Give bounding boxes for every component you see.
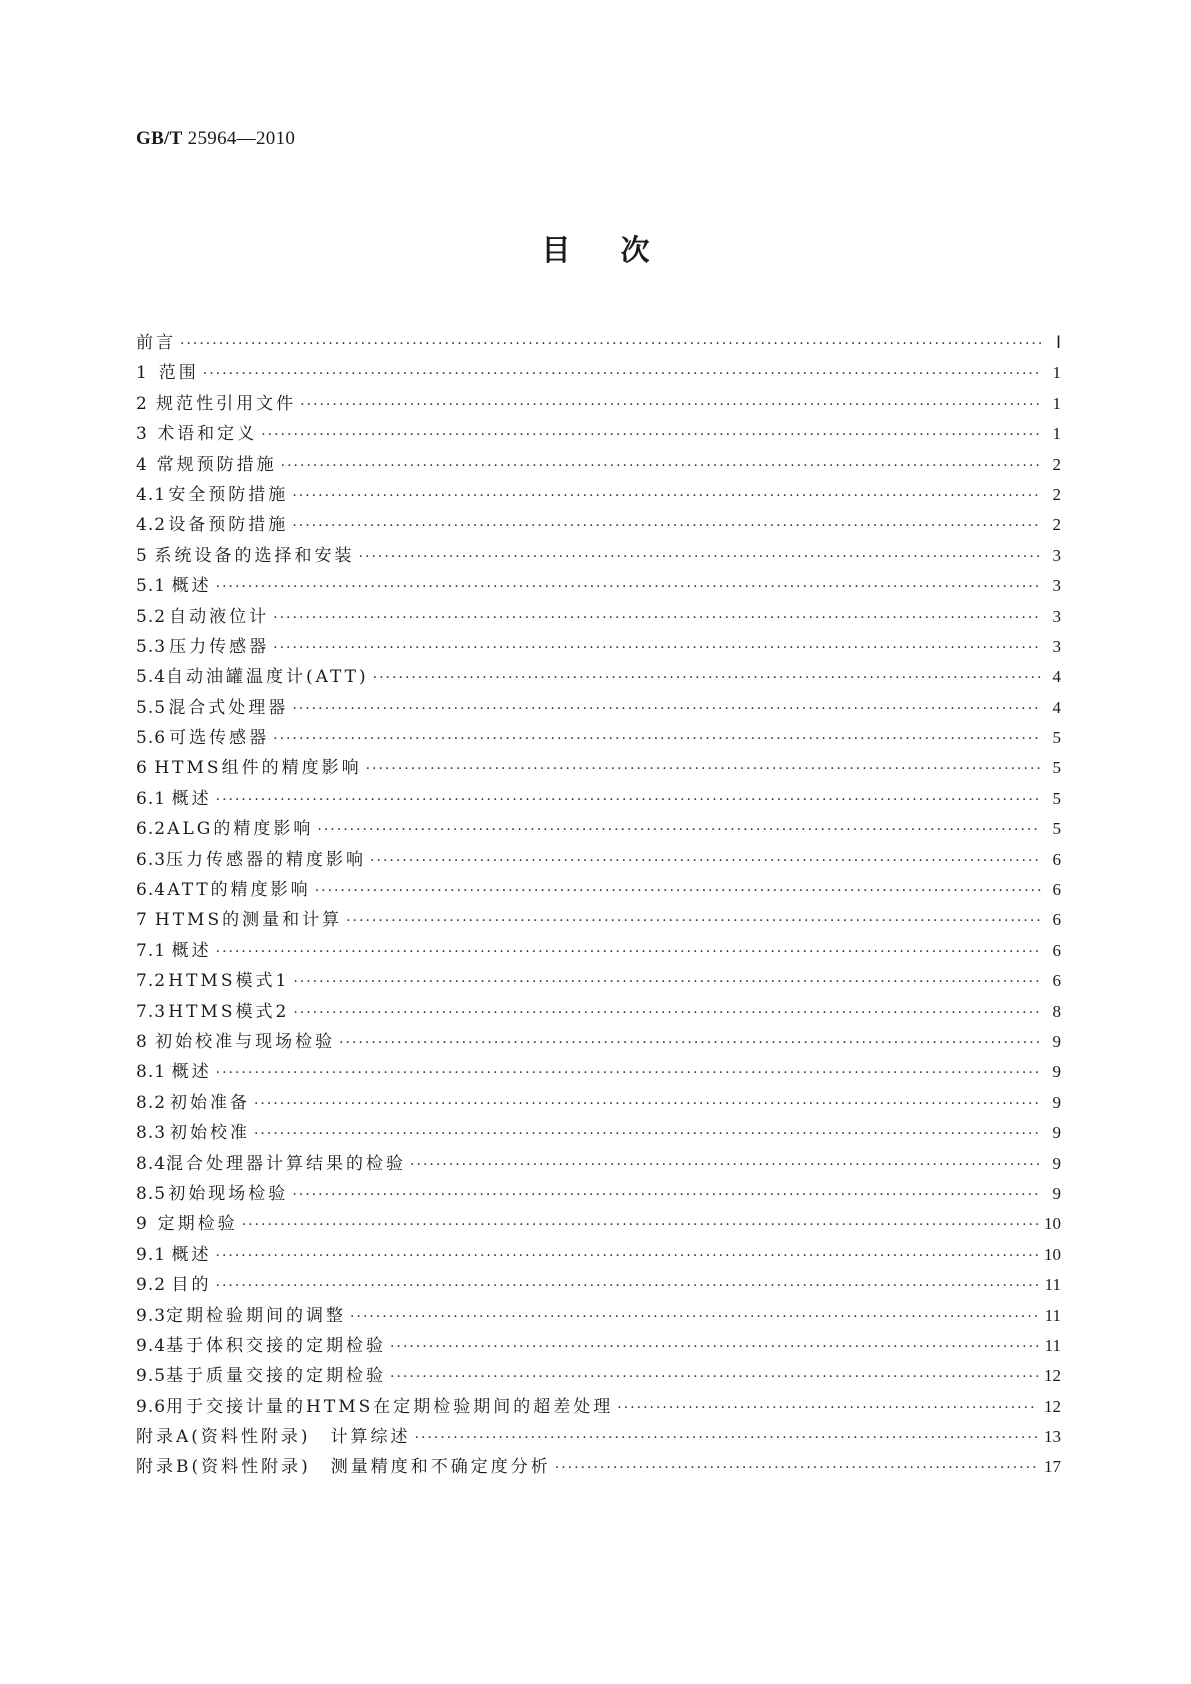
toc-entry-page: 10 [1044, 1244, 1061, 1264]
toc-entry[interactable] [136, 845, 1061, 875]
toc-entry-page: 4 [1052, 667, 1061, 687]
toc-entry-title: 安全预防措施 [168, 484, 289, 505]
toc-entry[interactable] [136, 1240, 1061, 1270]
toc-dot-leader [315, 876, 1041, 906]
toc-dot-leader [292, 1180, 1041, 1210]
toc-entry-number: 7.3 [136, 1001, 167, 1022]
toc-entry-page: 9 [1052, 1123, 1061, 1143]
toc-dot-leader [273, 633, 1041, 663]
toc-entry-page: 6 [1052, 971, 1061, 991]
toc-dot-leader [292, 511, 1041, 541]
toc-entry-title: 附录B(资料性附录) 测量精度和不确定度分析 [136, 1457, 551, 1478]
toc-dot-leader [281, 451, 1041, 481]
toc-entry[interactable] [136, 1452, 1061, 1482]
toc-dot-leader [390, 1332, 1039, 1362]
toc-entry-page: 2 [1052, 515, 1061, 535]
toc-entry-page: 5 [1052, 758, 1061, 778]
toc-entry-number: 9.5 [136, 1366, 167, 1387]
toc-entry[interactable] [136, 450, 1061, 480]
toc-entry-page: 11 [1044, 1275, 1061, 1295]
toc-entry-title: 概述 [171, 576, 212, 597]
toc-dot-leader [555, 1453, 1038, 1483]
toc-entry-number: 5.5 [136, 697, 167, 718]
toc-dot-leader [216, 1241, 1039, 1271]
toc-entry[interactable] [136, 814, 1061, 844]
toc-entry-number: 9 [136, 1214, 148, 1235]
toc-entry[interactable] [136, 1027, 1061, 1057]
toc-entry[interactable] [136, 693, 1061, 723]
toc-entry-title: 压力传感器的精度影响 [166, 849, 367, 870]
toc-entry-title: 常规预防措施 [156, 454, 277, 475]
toc-entry-number: 9.1 [136, 1244, 167, 1265]
toc-dot-leader [254, 1089, 1041, 1119]
toc-entry-number: 8.1 [136, 1062, 167, 1083]
toc-entry-page: 5 [1052, 728, 1061, 748]
toc-entry-number: 6 [136, 758, 148, 779]
toc-entry[interactable] [136, 966, 1061, 996]
toc-entry-number: 5.4 [136, 667, 167, 688]
toc-entry[interactable] [136, 571, 1061, 601]
toc-entry-number: 5 [136, 545, 148, 566]
toc-entry-page: 9 [1052, 1153, 1061, 1173]
toc-dot-leader [273, 603, 1041, 633]
toc-entry-number: 4 [136, 454, 148, 475]
toc-entry-number: 6.1 [136, 788, 167, 809]
toc-entry-number: 6.4 [136, 880, 167, 901]
toc-entry-number: 9.2 [136, 1275, 167, 1296]
toc-entry-number: 8.3 [136, 1123, 167, 1144]
toc-entry-title: HTMS的测量和计算 [154, 910, 343, 931]
toc-dot-leader [254, 1119, 1041, 1149]
toc-dot-leader [617, 1393, 1038, 1423]
toc-dot-leader [203, 359, 1041, 389]
toc-entry-number: 6.3 [136, 849, 167, 870]
toc-entry-page: 8 [1052, 1001, 1061, 1021]
toc-entry[interactable] [136, 723, 1061, 753]
toc-dot-leader [216, 937, 1041, 967]
toc-entry[interactable] [136, 1361, 1061, 1391]
toc-entry-page: 6 [1052, 880, 1061, 900]
toc-dot-leader [346, 906, 1041, 936]
toc-entry[interactable] [136, 1118, 1061, 1148]
toc-entry-title: 初始准备 [169, 1092, 250, 1113]
toc-entry-page: 3 [1052, 545, 1061, 565]
toc-entry[interactable] [136, 328, 1061, 358]
toc-entry-number: 7.2 [136, 971, 167, 992]
toc-entry[interactable] [136, 1179, 1061, 1209]
toc-entry-title: 用于交接计量的HTMS在定期检验期间的超差处理 [166, 1396, 614, 1417]
toc-dot-leader [292, 694, 1041, 724]
toc-entry-page: 2 [1052, 484, 1061, 504]
toc-entry[interactable] [136, 905, 1061, 935]
toc-entry[interactable] [136, 541, 1061, 571]
toc-entry[interactable] [136, 419, 1061, 449]
toc-entry-title: 初始现场检验 [168, 1183, 289, 1204]
toc-entry-title: 可选传感器 [169, 728, 270, 749]
table-of-contents [136, 328, 1061, 1483]
toc-entry[interactable] [136, 1301, 1061, 1331]
toc-entry-title: 混合式处理器 [168, 697, 289, 718]
toc-dot-leader [180, 329, 1041, 359]
standard-code [136, 128, 295, 150]
toc-entry-title: 定期检验期间的调整 [166, 1305, 347, 1326]
toc-entry-title: 定期检验 [157, 1214, 238, 1235]
toc-entry-title: 系统设备的选择和安装 [154, 545, 355, 566]
toc-entry[interactable] [136, 1422, 1061, 1452]
toc-entry[interactable] [136, 1331, 1061, 1361]
toc-entry[interactable] [136, 875, 1061, 905]
toc-entry-number: 7.1 [136, 940, 167, 961]
toc-entry-number: 1 [136, 363, 148, 384]
toc-entry-page: 3 [1052, 606, 1061, 626]
standard-prefix: GB/T [136, 128, 183, 149]
toc-entry-page: 10 [1044, 1214, 1061, 1234]
toc-entry-title: 混合处理器计算结果的检验 [166, 1153, 407, 1174]
toc-entry-title: 概述 [171, 940, 212, 961]
toc-dot-leader [273, 724, 1041, 754]
toc-entry-title: HTMS模式1 [168, 971, 290, 992]
toc-entry-page: 9 [1052, 1183, 1061, 1203]
toc-entry[interactable] [136, 1392, 1061, 1422]
toc-dot-leader [300, 390, 1041, 420]
toc-entry-title: HTMS模式2 [168, 1001, 290, 1022]
toc-entry-title: 自动液位计 [169, 606, 270, 627]
toc-entry-page: 3 [1052, 636, 1061, 656]
toc-entry[interactable] [136, 1149, 1061, 1179]
toc-entry-page: 3 [1052, 576, 1061, 596]
toc-entry-page: 6 [1052, 849, 1061, 869]
toc-entry-page: 12 [1044, 1366, 1061, 1386]
toc-entry[interactable] [136, 632, 1061, 662]
toc-entry-page: 5 [1052, 819, 1061, 839]
toc-entry[interactable] [136, 997, 1061, 1027]
page-title: 目次 [541, 233, 700, 267]
toc-entry-title: 前言 [136, 333, 176, 353]
toc-entry-title: 目的 [171, 1275, 212, 1296]
toc-entry[interactable] [136, 753, 1061, 783]
toc-entry-page: 6 [1052, 910, 1061, 930]
toc-entry[interactable] [136, 510, 1061, 540]
toc-entry-title: 概述 [171, 1244, 212, 1265]
toc-dot-leader [415, 1423, 1038, 1453]
toc-entry[interactable] [136, 480, 1061, 510]
toc-entry-number: 4.2 [136, 515, 167, 536]
toc-dot-leader [261, 420, 1041, 450]
toc-entry-number: 9.3 [136, 1305, 167, 1326]
toc-entry-page: 9 [1052, 1092, 1061, 1112]
toc-dot-leader [359, 542, 1041, 572]
toc-entry-page: 2 [1052, 454, 1061, 474]
toc-entry-title: ALG的精度影响 [167, 819, 314, 840]
toc-entry-title: ATT的精度影响 [167, 880, 311, 901]
toc-entry-number: 9.4 [136, 1335, 167, 1356]
toc-entry-number: 5.1 [136, 576, 167, 597]
toc-entry-page: 11 [1044, 1305, 1061, 1325]
toc-entry-page: Ⅰ [1055, 333, 1061, 352]
toc-dot-leader [373, 663, 1041, 693]
toc-entry-page: 5 [1052, 788, 1061, 808]
toc-entry[interactable] [136, 1057, 1061, 1087]
toc-entry-title: 基于质量交接的定期检验 [166, 1366, 387, 1387]
toc-dot-leader [216, 785, 1041, 815]
toc-dot-leader [350, 1302, 1039, 1332]
toc-dot-leader [339, 1028, 1041, 1058]
toc-entry-title: 附录A(资料性附录) 计算综述 [136, 1427, 411, 1448]
toc-entry[interactable] [136, 1270, 1061, 1300]
toc-entry-page: 6 [1052, 940, 1061, 960]
toc-dot-leader [216, 572, 1041, 602]
toc-entry-number: 5.2 [136, 606, 167, 627]
toc-entry-number: 8.4 [136, 1153, 167, 1174]
toc-entry-number: 8.2 [136, 1092, 167, 1113]
toc-entry-title: 范围 [158, 363, 199, 384]
toc-entry-number: 6.2 [136, 819, 167, 840]
toc-dot-leader [370, 846, 1041, 876]
toc-entry-page: 4 [1052, 697, 1061, 717]
toc-entry-page: 13 [1044, 1427, 1061, 1447]
toc-dot-leader [390, 1362, 1038, 1392]
toc-entry-title: 基于体积交接的定期检验 [166, 1335, 387, 1356]
toc-entry[interactable] [136, 936, 1061, 966]
toc-dot-leader [292, 481, 1041, 511]
toc-entry-page: 1 [1052, 363, 1061, 383]
toc-dot-leader [216, 1271, 1039, 1301]
toc-entry-title: HTMS组件的精度影响 [154, 758, 362, 779]
toc-entry[interactable] [136, 662, 1061, 692]
toc-entry-title: 初始校准 [169, 1123, 250, 1144]
toc-entry-title: 规范性引用文件 [156, 393, 297, 414]
toc-entry-number: 9.6 [136, 1396, 167, 1417]
toc-entry-number: 8 [136, 1031, 148, 1052]
toc-entry-number: 7 [136, 910, 148, 931]
toc-entry-number: 8.5 [136, 1183, 167, 1204]
toc-entry-number: 4.1 [136, 484, 167, 505]
toc-entry[interactable] [136, 1088, 1061, 1118]
toc-entry[interactable] [136, 1209, 1061, 1239]
toc-entry[interactable] [136, 358, 1061, 388]
toc-entry-page: 9 [1052, 1062, 1061, 1082]
toc-entry-title: 概述 [171, 788, 212, 809]
toc-entry-number: 3 [136, 424, 148, 445]
toc-entry-number: 5.6 [136, 728, 167, 749]
toc-entry-page: 11 [1044, 1335, 1061, 1355]
toc-dot-leader [293, 967, 1041, 997]
toc-entry-page: 9 [1052, 1031, 1061, 1051]
toc-entry-title: 压力传感器 [169, 636, 270, 657]
standard-number: 25964—2010 [187, 128, 296, 149]
toc-entry-number: 5.3 [136, 636, 167, 657]
toc-entry-page: 17 [1044, 1457, 1061, 1477]
toc-entry-title: 概述 [171, 1062, 212, 1083]
toc-dot-leader [317, 815, 1041, 845]
toc-entry-title: 术语和定义 [157, 424, 258, 445]
toc-dot-leader [410, 1150, 1041, 1180]
toc-entry[interactable] [136, 602, 1061, 632]
toc-dot-leader [293, 998, 1041, 1028]
toc-entry-title: 自动油罐温度计(ATT) [166, 667, 369, 688]
toc-entry-page: 12 [1044, 1396, 1061, 1416]
toc-entry-title: 设备预防措施 [168, 515, 289, 536]
toc-entry-title: 初始校准与现场检验 [155, 1031, 336, 1052]
toc-entry[interactable] [136, 389, 1061, 419]
toc-dot-leader [216, 1058, 1041, 1088]
toc-entry-number: 2 [136, 393, 148, 414]
toc-dot-leader [366, 754, 1041, 784]
toc-dot-leader [242, 1210, 1038, 1240]
toc-entry-page: 1 [1052, 424, 1061, 444]
toc-entry[interactable] [136, 784, 1061, 814]
toc-entry-page: 1 [1052, 393, 1061, 413]
